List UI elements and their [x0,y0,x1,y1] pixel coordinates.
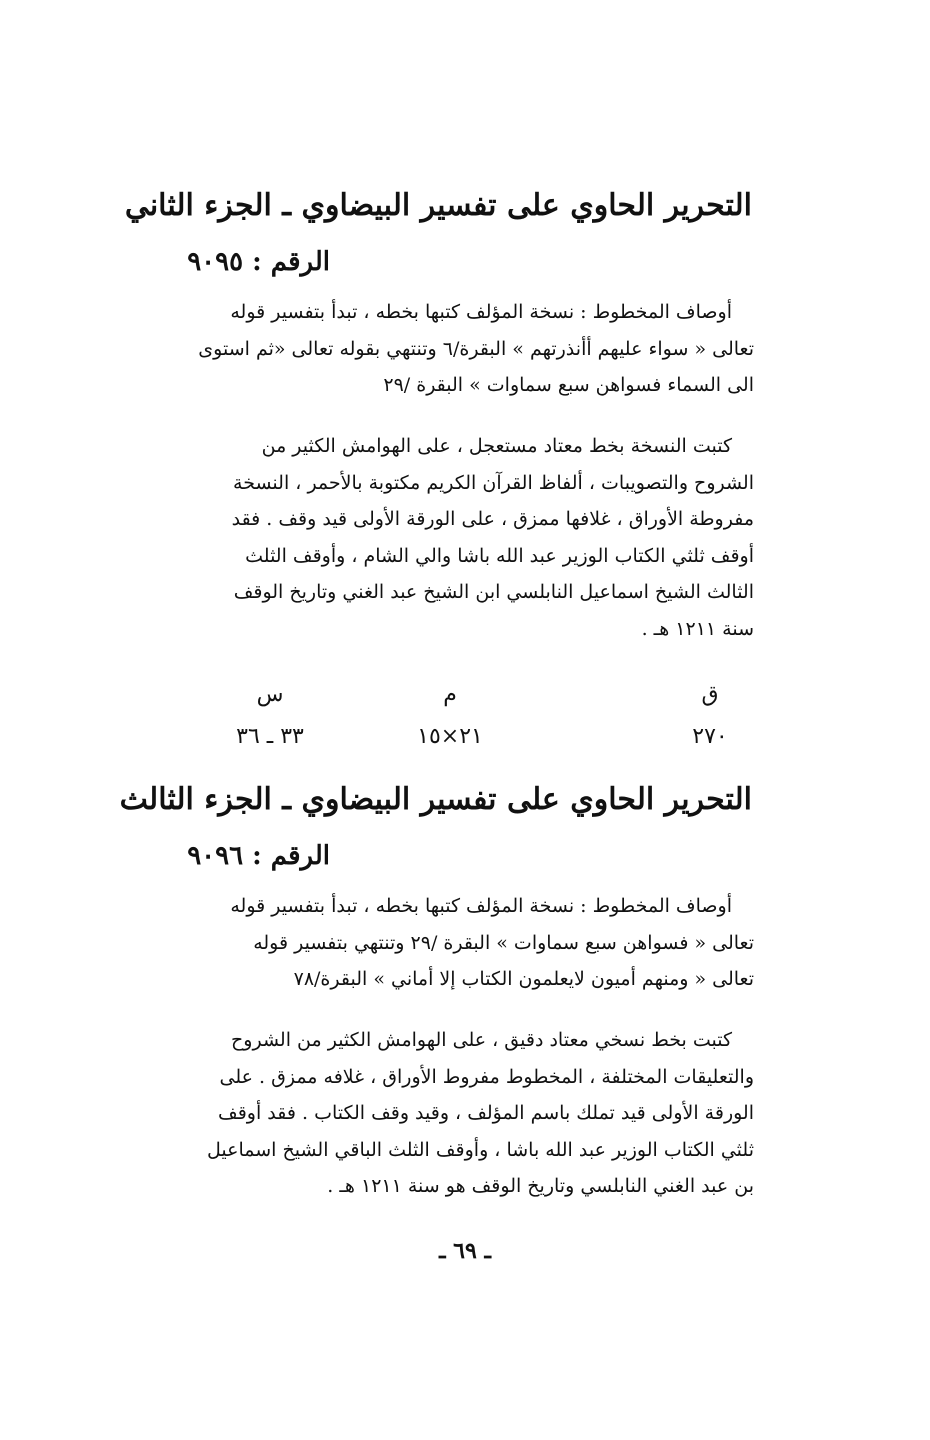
entry-1-notes-line: كتبت النسخة بخط معتاد مستعجل ، على الهوامش الكثير من [261,435,732,457]
measure-header-size: م [443,682,457,707]
entry-1-description-line: أوصاف المخطوط : نسخة المؤلف كتبها بخطه ، تبدأ بتفسير قوله [230,301,732,323]
entry-2-notes-line: الورقة الأولى قيد تملك باسم المؤلف ، وقيد وقف الكتاب . فقد أوقف [218,1102,754,1124]
entry-1-notes-line: الشروح والتصويبات ، ألفاظ القرآن الكريم مكتوبة بالأحمر ، النسخة [233,471,754,494]
entry-1-notes-line: الثالث الشيخ اسماعيل النابلسي ابن الشيخ عبد الغني وتاريخ الوقف [233,581,754,603]
measure-header-leaves: ق [701,682,719,707]
entry-2-description-line: تعالى « ومنهم أميون لايعلمون الكتاب إلا أماني » البقرة/٧٨ [293,968,754,990]
entry-1-notes-line: أوقف ثلثي الكتاب الوزير عبد الله باشا والي الشام ، وأوقف الثلث [245,544,754,567]
entry-2-notes [170,1022,754,1205]
entry-2-notes-line: كتبت بخط نسخي معتاد دقيق ، على الهوامش الكثير من الشروح [231,1029,732,1051]
entry-1-notes-line: سنة ١٢١١ هـ . [641,617,754,640]
entry-2-title: التحرير الحاوي على تفسير البيضاوي ـ الجزء الثالث [119,782,752,817]
entry-1-title: التحرير الحاوي على تفسير البيضاوي ـ الجزء الثاني [124,188,752,223]
entry-1-number: الرقم : ٩٠٩٥ [187,247,330,277]
measure-value-leaves: ٢٧٠ [692,724,728,749]
entry-2-notes-line: ثلثي الكتاب الوزير عبد الله باشا ، وأوقف الثلث الباقي الشيخ اسماعيل [207,1138,754,1161]
measure-value-size: ٢١×١٥ [417,724,483,749]
measure-value-lines: ٣٣ ـ ٣٦ [236,724,304,749]
entry-2-description-line: أوصاف المخطوط : نسخة المؤلف كتبها بخطه ، تبدأ بتفسير قوله [230,895,732,917]
entry-2-description-line: تعالى « فسواهن سبع سماوات » البقرة /٢٩ وتنتهي بتفسير قوله [253,931,754,954]
entry-1-notes-line: مفروطة الأوراق ، غلافها ممزق ، على الورقة الأولى قيد وقف . فقد [231,508,754,530]
entry-2-number: الرقم : ٩٠٩٦ [187,841,330,871]
entry-1-description-line: تعالى « سواء عليهم أأنذرتهم » البقرة/٦ وتنتهي بقوله تعالى «ثم استوى [198,337,754,360]
entry-2-notes-line: والتعليقات المختلفة ، المخطوط مفروط الأوراق ، غلافه ممزق . على [219,1065,754,1088]
page-number: ـ ٦٩ ـ [439,1238,491,1264]
entry-1-notes [170,428,754,647]
entry-1-description-line: الى السماء فسواهن سبع سماوات » البقرة /٢٩ [383,374,754,396]
entry-2-description [170,888,754,998]
entry-2-notes-line: بن عبد الغني النابلسي وتاريخ الوقف هو سنة ١٢١١ هـ . [327,1175,754,1197]
measure-header-lines: س [256,682,284,707]
entry-1-description [170,294,754,404]
